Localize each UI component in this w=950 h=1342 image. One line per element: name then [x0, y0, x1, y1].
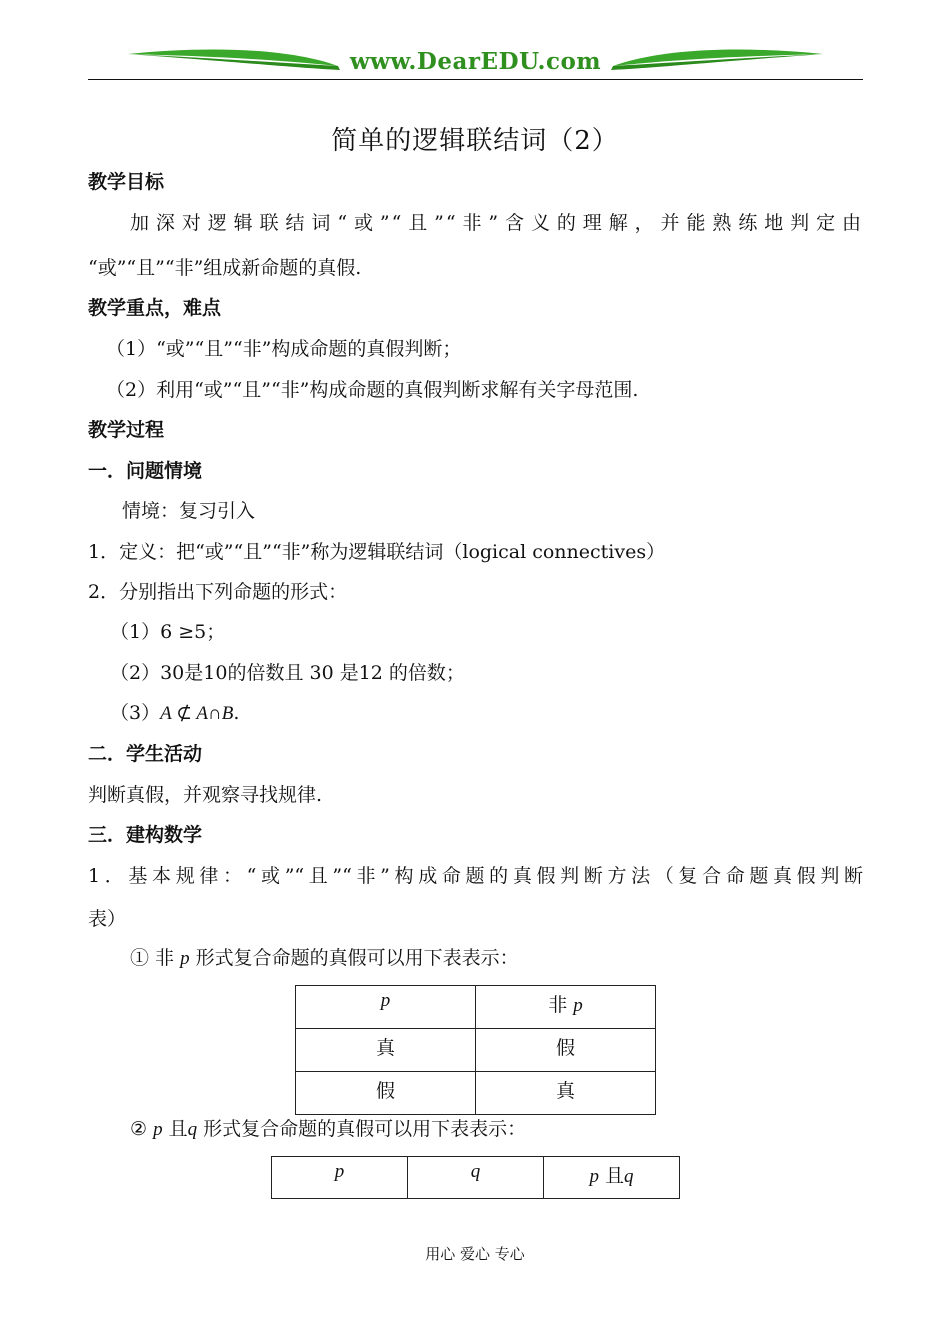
not-caption-var: p — [180, 948, 190, 969]
example-1: （1）6 ≥5； — [110, 621, 226, 643]
table-row — [296, 986, 656, 1029]
page-title: 简单的逻辑联结词（2） — [331, 126, 619, 156]
table-header-q: q — [407, 1157, 543, 1199]
table-cell: 假 — [476, 1029, 656, 1072]
table-header-p: p — [272, 1157, 408, 1199]
process-heading: 教学过程 — [88, 419, 165, 441]
example-3 — [110, 701, 239, 726]
header-pq-q: q — [623, 1166, 634, 1187]
site-brand: www.DearEDU.com — [349, 48, 602, 75]
example-3-prefix: （3） — [110, 702, 161, 724]
example-3-suffix: . — [233, 702, 240, 724]
page-footer: 用心 爱心 专心 — [425, 1245, 525, 1263]
not-table-caption — [130, 946, 519, 971]
and-table-caption — [130, 1117, 526, 1142]
table-header-not-p — [476, 986, 656, 1029]
truth-table-and — [271, 1156, 680, 1199]
section3-heading: 三．建构数学 — [88, 824, 203, 846]
section1-heading: 一．问题情境 — [88, 460, 203, 482]
site-header — [88, 40, 863, 82]
and-caption-p: p — [153, 1119, 163, 1140]
header-not-prefix: 非 — [548, 994, 574, 1016]
section2-text: 判断真假，并观察寻找规律. — [88, 784, 323, 806]
header-not-var: p — [573, 995, 583, 1016]
header-rule — [88, 79, 863, 80]
goals-line-1: 加深对逻辑联结词“或”“且”“非”含义的理解，并能熟练地判定由 — [130, 212, 863, 234]
not-caption-pre: ① 非 — [130, 947, 181, 969]
table-cell: 假 — [296, 1072, 476, 1115]
rule-line-2: 表） — [88, 908, 127, 930]
and-caption-post: 形式复合命题的真假可以用下表表示： — [197, 1118, 527, 1140]
keypoints-heading: 教学重点，难点 — [88, 297, 222, 319]
goals-line-2: “或”“且”“非”组成新命题的真假. — [88, 257, 362, 279]
table-row — [296, 1029, 656, 1072]
example-2: （2）30是10的倍数且 30 是12 的倍数； — [110, 662, 465, 684]
and-caption-pre: ② — [130, 1118, 154, 1140]
table-row — [296, 1072, 656, 1115]
definition-text: 1．定义：把“或”“且”“非”称为逻辑联结词（logical connectives） — [88, 541, 666, 563]
table-cell: 真 — [476, 1072, 656, 1115]
keypoint-item-1: （1）“或”“且”“非”构成命题的真假判断； — [106, 338, 462, 360]
and-caption-q: q — [187, 1119, 198, 1140]
header-pq-p: p — [589, 1166, 599, 1187]
table-cell: 真 — [296, 1029, 476, 1072]
truth-table-not — [295, 985, 656, 1115]
table-row — [272, 1157, 680, 1199]
not-caption-post: 形式复合命题的真假可以用下表表示： — [189, 947, 519, 969]
table-header-p-and-q — [543, 1157, 679, 1199]
and-caption-mid: 且 — [162, 1118, 188, 1140]
point-2-text: 2．分别指出下列命题的形式： — [88, 581, 348, 603]
goals-heading: 教学目标 — [88, 171, 165, 193]
situation-text: 情境：复习引入 — [122, 500, 256, 522]
table-header-p: p — [296, 986, 476, 1029]
example-3-math: A ⊄ A∩B — [160, 703, 234, 724]
section2-heading: 二．学生活动 — [88, 743, 203, 765]
rule-line-1: 1．基本规律：“或”“且”“非”构成命题的真假判断方法（复合命题真假判断 — [88, 865, 863, 887]
header-pq-mid: 且 — [598, 1165, 624, 1187]
keypoint-item-2: （2）利用“或”“且”“非”构成命题的真假判断求解有关字母范围. — [106, 379, 639, 401]
